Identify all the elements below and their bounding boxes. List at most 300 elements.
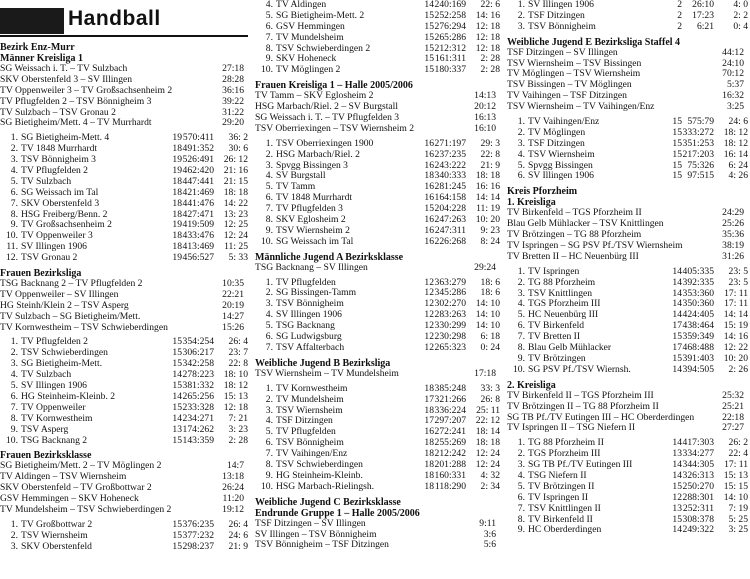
games-played: 14 bbox=[172, 412, 182, 424]
rank: 9. bbox=[10, 219, 18, 231]
match-score: 35:36 bbox=[722, 229, 744, 241]
points: 0: 4 bbox=[733, 20, 748, 32]
games-played: 16 bbox=[424, 235, 434, 247]
match-score: 31:22 bbox=[222, 106, 244, 118]
team-name: SKV Oberstenfeld 3 bbox=[21, 197, 100, 209]
games-played: 12 bbox=[424, 331, 434, 343]
rank: 1. bbox=[265, 137, 273, 149]
team-name: SKV Hoheneck bbox=[276, 53, 337, 65]
team-name: TV Pflugfelden 2 bbox=[21, 336, 88, 348]
games-played: 15 bbox=[672, 513, 682, 525]
match-teams: SG TB Pf./TV Eutingen III – HC Oberderdingen bbox=[507, 411, 695, 423]
goals: 283:263 bbox=[434, 309, 466, 321]
goals: 306:217 bbox=[182, 347, 214, 359]
games-played: 19 bbox=[172, 219, 182, 231]
goals: 376:235 bbox=[182, 518, 214, 530]
goals: 243:222 bbox=[434, 159, 466, 171]
games-played: 12 bbox=[424, 309, 434, 321]
team-name: TSV Wiernsheim bbox=[21, 529, 88, 541]
games-played: 18 bbox=[424, 469, 434, 481]
team-name: SG TB Pf./TV Eutingen III bbox=[528, 459, 633, 471]
games-played: 13 bbox=[672, 502, 682, 514]
match-teams: Blau Gelb Mühlacker – TSV Knittlingen bbox=[507, 218, 664, 230]
rank: 3. bbox=[517, 137, 525, 149]
rank: 1. bbox=[517, 265, 525, 277]
match-teams: HSG Marbach/Riel. 2 – SV Burgstall bbox=[255, 101, 399, 113]
goals: 97:515 bbox=[687, 170, 714, 182]
points: 24: 6 bbox=[228, 529, 248, 541]
goals: 247:311 bbox=[434, 224, 466, 236]
goals: 462:420 bbox=[182, 165, 214, 177]
rank: 2. bbox=[517, 9, 525, 21]
team-name: TV Pflugfelden bbox=[276, 426, 336, 438]
match-row bbox=[507, 252, 750, 263]
goals: 160:331 bbox=[434, 469, 466, 481]
points: 18: 6 bbox=[480, 287, 500, 299]
team-name: TV Möglingen bbox=[528, 126, 586, 138]
goals: 340:333 bbox=[434, 170, 466, 182]
points: 26: 4 bbox=[228, 336, 248, 348]
goals: 326:313 bbox=[682, 469, 714, 481]
points: 21: 15 bbox=[223, 175, 248, 187]
goals: 276:294 bbox=[434, 20, 466, 32]
games-played: 15 bbox=[672, 126, 682, 138]
points: 21: 9 bbox=[228, 540, 248, 552]
goals: 288:301 bbox=[682, 491, 714, 503]
points: 26: 12 bbox=[223, 154, 248, 166]
team-name: TSV Wiernsheim 2 bbox=[276, 224, 350, 236]
rank: 7. bbox=[10, 197, 18, 209]
points: 3: 25 bbox=[728, 524, 748, 536]
points: 14: 14 bbox=[475, 192, 500, 204]
games-played: 14 bbox=[424, 0, 434, 10]
match-teams: TV Aldingen – TSV Wiernsheim bbox=[0, 471, 127, 483]
rank: 5. bbox=[517, 480, 525, 492]
games-played: 19 bbox=[172, 252, 182, 264]
match-score: 20:19 bbox=[222, 299, 244, 311]
team-name: TV Pflugfelden bbox=[276, 276, 336, 288]
rank: 7. bbox=[265, 448, 273, 460]
points: 26: 8 bbox=[480, 393, 500, 405]
team-name: TV Großbottwar 2 bbox=[21, 518, 93, 530]
games-played: 14 bbox=[172, 369, 182, 381]
points: 12: 24 bbox=[475, 458, 500, 470]
match-score: 16:10 bbox=[474, 122, 496, 134]
games-played: 14 bbox=[672, 524, 682, 536]
match-teams: SG Bietigheim/Mett. 4 – TV Murrhardt bbox=[0, 117, 152, 129]
games-played: 15 bbox=[172, 336, 182, 348]
goals: 265:256 bbox=[182, 390, 214, 402]
games-played: 18 bbox=[172, 175, 182, 187]
points: 18: 12 bbox=[723, 137, 748, 149]
points: 2: 28 bbox=[480, 53, 500, 65]
match-row bbox=[255, 369, 502, 380]
team-name: HC Neuenbürg III bbox=[528, 309, 599, 321]
section-title: Männliche Jugend A Bezirksklasse bbox=[255, 251, 404, 263]
games-played: 18 bbox=[172, 241, 182, 253]
rank: 8. bbox=[10, 208, 18, 220]
rank: 9. bbox=[517, 352, 525, 364]
team-name: TSG Backnang 2 bbox=[21, 434, 88, 446]
goals: 381:332 bbox=[182, 380, 214, 392]
points: 14: 22 bbox=[223, 197, 248, 209]
goals: 252:258 bbox=[434, 9, 466, 21]
games-played: 14 bbox=[672, 363, 682, 375]
goals: 164:158 bbox=[434, 192, 466, 204]
points: 26: 4 bbox=[228, 518, 248, 530]
standings-row bbox=[0, 425, 250, 436]
team-name: SV Burgstall bbox=[276, 170, 326, 182]
rank: 2. bbox=[10, 143, 18, 155]
points: 15: 15 bbox=[723, 480, 748, 492]
goals: 234:271 bbox=[182, 412, 214, 424]
league-section bbox=[507, 37, 750, 183]
page-title: Handball bbox=[68, 7, 161, 30]
points: 23: 5 bbox=[728, 276, 748, 288]
team-name: TV Möglingen 2 bbox=[276, 64, 341, 76]
match-teams: TV Mundelsheim – TSV Schwieberdingen 2 bbox=[0, 503, 172, 515]
points: 25: 11 bbox=[476, 404, 500, 416]
match-teams: SKV Oberstenfeld – TV Großbottwar 2 bbox=[0, 482, 152, 494]
match-row bbox=[0, 505, 250, 516]
games-played: 12 bbox=[424, 341, 434, 353]
standings-row bbox=[0, 531, 250, 542]
section-title: Frauen Bezirksklasse bbox=[0, 450, 92, 462]
standings-row bbox=[0, 436, 250, 447]
games-played: 19 bbox=[172, 154, 182, 166]
games-played: 18 bbox=[424, 170, 434, 182]
rank: 6. bbox=[10, 390, 18, 402]
team-name: TSV Bönnigheim bbox=[276, 437, 344, 449]
goals: 75:326 bbox=[687, 159, 714, 171]
games-played: 16 bbox=[424, 192, 434, 204]
team-name: HSG Freiberg/Benn. 2 bbox=[21, 208, 108, 220]
games-played: 15 bbox=[172, 529, 182, 541]
team-name: SG Bietigheim-Mett. 4 bbox=[21, 132, 110, 144]
section-title: Endrunde Gruppe 1 – Halle 2005/2006 bbox=[255, 507, 420, 519]
standings-row bbox=[0, 253, 250, 264]
points: 18: 18 bbox=[475, 437, 500, 449]
points: 14: 14 bbox=[723, 309, 748, 321]
team-name: HC Oberderdingen bbox=[528, 524, 602, 536]
games-played: 18 bbox=[172, 197, 182, 209]
section-title: Kreis Pforzheim bbox=[507, 186, 578, 198]
goals: 250:270 bbox=[682, 480, 714, 492]
points: 24: 6 bbox=[728, 116, 748, 128]
header-rule bbox=[0, 35, 248, 37]
team-name: SG Bietigheim-Mett. bbox=[21, 358, 103, 370]
games-played: 15 bbox=[172, 434, 182, 446]
goals: 421:469 bbox=[182, 186, 214, 198]
goals: 255:269 bbox=[434, 437, 466, 449]
match-teams: TSV Bönnigheim – TSF Ditzingen bbox=[255, 539, 389, 551]
league-section bbox=[507, 0, 750, 33]
goals: 281:245 bbox=[434, 181, 466, 193]
standings-row bbox=[255, 150, 502, 161]
section-title: Männer Kreisliga 1 bbox=[0, 53, 83, 64]
goals: 237:235 bbox=[434, 148, 466, 160]
goals: 392:335 bbox=[682, 276, 714, 288]
goals: 278:223 bbox=[182, 369, 214, 381]
standings-row bbox=[507, 278, 750, 289]
match-score: 28:28 bbox=[222, 73, 244, 85]
games-played: 15 bbox=[172, 380, 182, 392]
team-name: TSV Knittlingen II bbox=[528, 502, 601, 514]
rank: 8. bbox=[10, 412, 18, 424]
team-name: TGS Pforzheim III bbox=[528, 448, 601, 460]
goals: 441:476 bbox=[182, 197, 214, 209]
section-title: Frauen Kreisliga 1 – Halle 2005/2006 bbox=[255, 80, 413, 92]
points: 9: 23 bbox=[480, 224, 500, 236]
match-score: 29:24 bbox=[474, 261, 496, 273]
games-played: 12 bbox=[424, 287, 434, 299]
points: 12: 18 bbox=[223, 401, 248, 413]
games-played: 14 bbox=[672, 276, 682, 288]
standings-row bbox=[255, 33, 502, 44]
rank: 3. bbox=[10, 154, 18, 166]
rank: 1. bbox=[517, 0, 525, 10]
match-teams: TV Möglingen – TSV Wiernsheim bbox=[507, 68, 641, 80]
games-played: 2 bbox=[677, 20, 682, 32]
rank: 4. bbox=[265, 309, 273, 321]
match-score: 20:12 bbox=[474, 101, 496, 113]
goals: 204:228 bbox=[434, 203, 466, 215]
match-row bbox=[0, 118, 250, 129]
rank: 5. bbox=[517, 309, 525, 321]
match-teams: SG Weissach i. T. – TV Pflugfelden 3 bbox=[255, 112, 400, 124]
goals: 336:224 bbox=[434, 404, 466, 416]
rank: 5. bbox=[265, 181, 273, 193]
rank: 9. bbox=[517, 524, 525, 536]
points: 10: 20 bbox=[723, 352, 748, 364]
points: 11: 25 bbox=[224, 241, 248, 253]
rank: 6. bbox=[265, 20, 273, 32]
match-teams: SKV Oberstenfeld 3 – SV Illingen bbox=[0, 73, 133, 85]
team-name: TV Vaihingen/Enz bbox=[276, 448, 348, 460]
match-teams: TV Brötzingen II – TG 88 Pforzheim II bbox=[507, 400, 659, 412]
points: 3: 23 bbox=[228, 423, 248, 435]
match-row bbox=[0, 323, 250, 334]
rank: 1. bbox=[265, 382, 273, 394]
rank: 2. bbox=[517, 126, 525, 138]
standings-row bbox=[507, 493, 750, 504]
goals: 394:505 bbox=[682, 363, 714, 375]
standings-row bbox=[507, 150, 750, 161]
goals: 240:169 bbox=[434, 0, 466, 10]
team-name: SKV Oberstenfeld bbox=[21, 540, 92, 552]
goals: 161:311 bbox=[434, 53, 466, 65]
goals: 342:258 bbox=[182, 358, 214, 370]
points: 33: 3 bbox=[480, 382, 500, 394]
match-score: 17:18 bbox=[474, 367, 496, 379]
rank: 6. bbox=[517, 170, 525, 182]
match-row bbox=[255, 540, 502, 551]
team-name: TSV Affalterbach bbox=[276, 341, 345, 353]
match-score: 15:26 bbox=[222, 321, 244, 333]
match-row bbox=[255, 519, 502, 530]
rank: 5. bbox=[517, 159, 525, 171]
match-score: 36:16 bbox=[222, 84, 244, 96]
team-name: TSV Schwieberdingen 2 bbox=[276, 42, 371, 54]
points: 6: 24 bbox=[728, 159, 748, 171]
match-score: 14:27 bbox=[222, 310, 244, 322]
team-name: TG 88 Pforzheim II bbox=[528, 437, 604, 449]
rank: 10. bbox=[513, 363, 525, 375]
team-name: SG PSV Pf./TSV Wiernsh. bbox=[528, 363, 631, 375]
match-score: 5:6 bbox=[483, 539, 496, 551]
goals: 417:303 bbox=[682, 437, 714, 449]
rank: 10. bbox=[261, 64, 273, 76]
rank: 6. bbox=[517, 491, 525, 503]
rank: 5. bbox=[10, 175, 18, 187]
match-teams: SV Illingen – TSV Bönnigheim bbox=[255, 528, 377, 540]
team-name: TSF Ditzingen bbox=[528, 9, 585, 21]
match-score: 22:21 bbox=[222, 288, 244, 300]
match-teams: TSV Bissingen – TV Möglingen bbox=[507, 79, 632, 91]
team-name: TV Mundelsheim bbox=[276, 31, 344, 43]
games-played: 15 bbox=[424, 31, 434, 43]
rank: 4. bbox=[265, 415, 273, 427]
games-played: 18 bbox=[172, 208, 182, 220]
goals: 345:286 bbox=[434, 287, 466, 299]
goals: 391:403 bbox=[682, 352, 714, 364]
match-score: 14:13 bbox=[474, 90, 496, 102]
points: 15: 19 bbox=[723, 320, 748, 332]
team-name: Blau Gelb Mühlacker bbox=[528, 342, 612, 354]
points: 23: 7 bbox=[228, 347, 248, 359]
games-played: 19 bbox=[172, 165, 182, 177]
standings-row bbox=[507, 504, 750, 515]
games-played: 12 bbox=[672, 491, 682, 503]
match-score: 24:29 bbox=[722, 207, 744, 219]
standings-row bbox=[507, 365, 750, 376]
rank: 4. bbox=[517, 148, 525, 160]
goals: 26:10 bbox=[692, 0, 714, 10]
games-played: 16 bbox=[424, 148, 434, 160]
league-section bbox=[255, 0, 502, 76]
goals: 321:266 bbox=[434, 393, 466, 405]
match-score: 16:32 bbox=[722, 90, 744, 102]
games-played: 18 bbox=[424, 480, 434, 492]
points: 29: 3 bbox=[480, 137, 500, 149]
goals: 212:242 bbox=[434, 448, 466, 460]
rank: 1. bbox=[517, 116, 525, 128]
column-2 bbox=[255, 0, 502, 551]
games-played: 15 bbox=[172, 540, 182, 552]
points: 17: 11 bbox=[724, 298, 748, 310]
games-played: 15 bbox=[672, 148, 682, 160]
section-header bbox=[0, 0, 250, 38]
team-name: TSV Wiernsheim bbox=[276, 404, 343, 416]
points: 18: 18 bbox=[475, 170, 500, 182]
games-played: 16 bbox=[424, 426, 434, 438]
points: 15: 13 bbox=[723, 469, 748, 481]
goals: 226:268 bbox=[434, 235, 466, 247]
goals: 419:509 bbox=[182, 219, 214, 231]
league-section bbox=[507, 186, 750, 375]
goals: 217:203 bbox=[682, 148, 714, 160]
points: 30: 6 bbox=[228, 143, 248, 155]
team-name: TV Birkenfeld bbox=[528, 320, 585, 332]
goals: 233:328 bbox=[182, 401, 214, 413]
team-name: HG Steinheim-Kleinb. bbox=[276, 469, 363, 481]
goals: 433:476 bbox=[182, 230, 214, 242]
games-played: 19 bbox=[172, 132, 182, 144]
team-name: TV Großsachsenheim 2 bbox=[21, 219, 112, 231]
goals: 363:279 bbox=[434, 276, 466, 288]
match-score: 16:13 bbox=[474, 112, 496, 124]
standings-row bbox=[507, 525, 750, 536]
match-teams: TV Birkenfeld – TGS Pforzheim II bbox=[507, 207, 642, 219]
points: 36: 2 bbox=[228, 132, 248, 144]
match-score: 5:37 bbox=[726, 79, 744, 91]
team-name: TV Pflugfelden 2 bbox=[21, 165, 88, 177]
goals: 247:263 bbox=[434, 214, 466, 226]
section-title: Weibliche Jugend C Bezirksklasse bbox=[255, 496, 401, 508]
goals: 359:349 bbox=[682, 331, 714, 343]
match-row bbox=[0, 97, 250, 108]
match-row bbox=[507, 391, 750, 402]
rank: 6. bbox=[265, 331, 273, 343]
team-name: GSV Hemmingen bbox=[276, 20, 345, 32]
rank: 11. bbox=[6, 241, 18, 253]
points: 14: 16 bbox=[723, 331, 748, 343]
rank: 1. bbox=[265, 276, 273, 288]
games-played: 15 bbox=[672, 116, 682, 128]
team-name: TV Birkenfeld II bbox=[528, 513, 593, 525]
standings-row bbox=[0, 199, 250, 210]
games-played: 18 bbox=[424, 382, 434, 394]
rank: 6. bbox=[265, 437, 273, 449]
rank: 7. bbox=[265, 341, 273, 353]
rank: 7. bbox=[10, 401, 18, 413]
match-teams: TV Sulzbach – TSV Gronau 2 bbox=[0, 106, 116, 118]
points: 22: 4 bbox=[728, 448, 748, 460]
rank: 9. bbox=[10, 423, 18, 435]
games-played: 16 bbox=[424, 224, 434, 236]
match-teams: TV Bretten II – HC Neuenbürg III bbox=[507, 250, 639, 262]
team-name: SG Bissingen-Tamm bbox=[276, 287, 357, 299]
section-title: 1. Kreisliga bbox=[507, 197, 556, 209]
rank: 5. bbox=[265, 320, 273, 332]
rank: 3. bbox=[10, 540, 18, 552]
goals: 330:299 bbox=[434, 320, 466, 332]
match-teams: SG Bietigheim/Mett. 2 – TV Möglingen 2 bbox=[0, 460, 162, 472]
rank: 4. bbox=[10, 369, 18, 381]
points: 12: 25 bbox=[223, 219, 248, 231]
games-played: 15 bbox=[172, 401, 182, 413]
standings-row bbox=[255, 482, 502, 493]
rank: 9. bbox=[265, 53, 273, 65]
section-title: Frauen Bezirksliga bbox=[0, 268, 82, 280]
team-name: TSV Wiernsheim bbox=[528, 148, 595, 160]
goals: 180:337 bbox=[434, 64, 466, 76]
goals: 271:197 bbox=[434, 137, 466, 149]
rank: 6. bbox=[265, 192, 273, 204]
games-played: 15 bbox=[672, 480, 682, 492]
points: 2: 34 bbox=[480, 480, 500, 492]
standings-row bbox=[255, 65, 502, 76]
team-name: SG Weissach im Tal bbox=[276, 235, 354, 247]
goals: 118:290 bbox=[434, 480, 466, 492]
rank: 2. bbox=[10, 529, 18, 541]
games-played: 15 bbox=[424, 9, 434, 21]
goals: 491:352 bbox=[182, 143, 214, 155]
league-section bbox=[255, 252, 502, 354]
team-name: Spvgg Bissingen bbox=[528, 159, 593, 171]
match-score: 25:32 bbox=[722, 389, 744, 401]
match-score: 25:21 bbox=[722, 400, 744, 412]
